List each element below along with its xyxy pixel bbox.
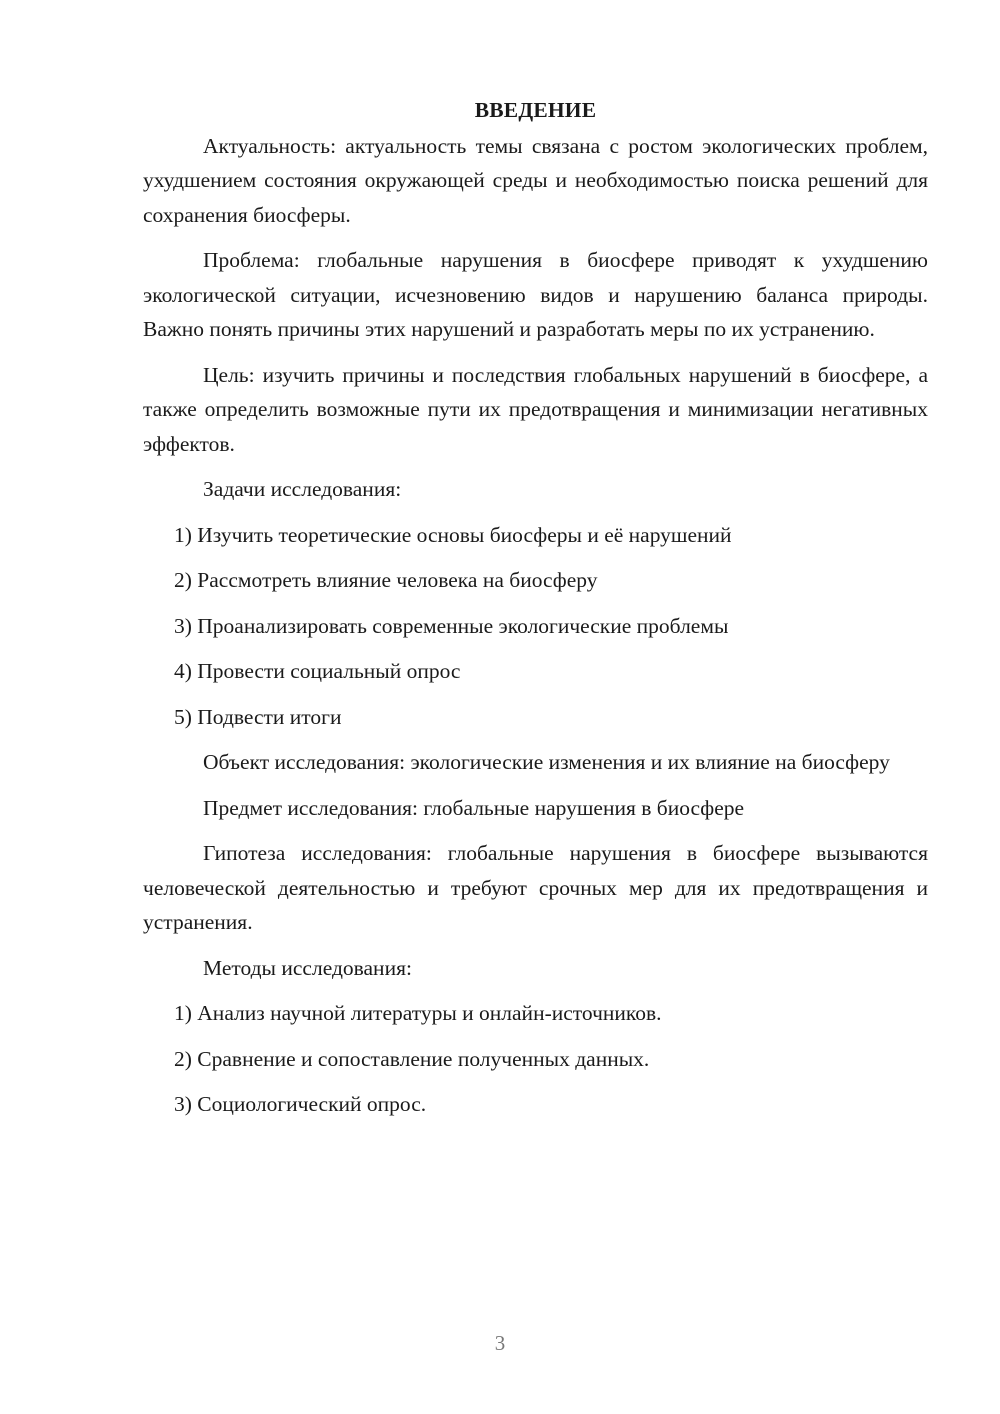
problem-paragraph: Проблема: глобальные нарушения в биосфере приводят к ухудшению экологической ситуации, исчезновению видов и нарушению баланса природы. Важно понять причины этих нарушений и разработать меры по их устранению. (143, 248, 928, 341)
page-number: 3 (494, 1331, 506, 1355)
method-item: 1) Анализ научной литературы и онлайн-источников. (174, 1001, 662, 1025)
task-item: 1) Изучить теоретические основы биосферы и её нарушений (174, 522, 732, 547)
task-item: 5) Подвести итоги (174, 704, 342, 729)
task-item: 3) Проанализировать современные экологические проблемы (174, 613, 729, 638)
method-item: 3) Социологический опрос. (174, 1092, 427, 1116)
section-title: ВВЕДЕНИЕ (474, 98, 597, 122)
task-item: 4) Провести социальный опрос (174, 659, 461, 683)
document-page (143, 93, 928, 1133)
hypothesis-paragraph: Гипотеза исследования: глобальные нарушения в биосфере вызываются человеческой деятельностью и требуют срочных мер для их предотвращения и устранения. (143, 841, 928, 934)
methods-heading: Методы исследования: (203, 955, 412, 980)
method-item: 2) Сравнение и сопоставление полученных данных. (174, 1046, 650, 1071)
subject-paragraph: Предмет исследования: глобальные нарушения в биосфере (203, 795, 745, 820)
methods-list (143, 996, 928, 1122)
goal-paragraph: Цель: изучить причины и последствия глобальных нарушений в биосфере, а также определить возможные пути их предотвращения и минимизации негативных эффектов. (143, 362, 928, 456)
object-paragraph: Объект исследования: экологические изменения и их влияние на биосферу (203, 750, 890, 774)
tasks-list (143, 518, 928, 735)
relevance-paragraph: Актуальность: актуальность темы связана с ростом экологических проблем, ухудшением состояния окружающей среды и необходимостью поиска решений для сохранения биосферы. (143, 133, 928, 227)
tasks-heading: Задачи исследования: (203, 477, 402, 501)
task-item: 2) Рассмотреть влияние человека на биосферу (174, 568, 598, 592)
